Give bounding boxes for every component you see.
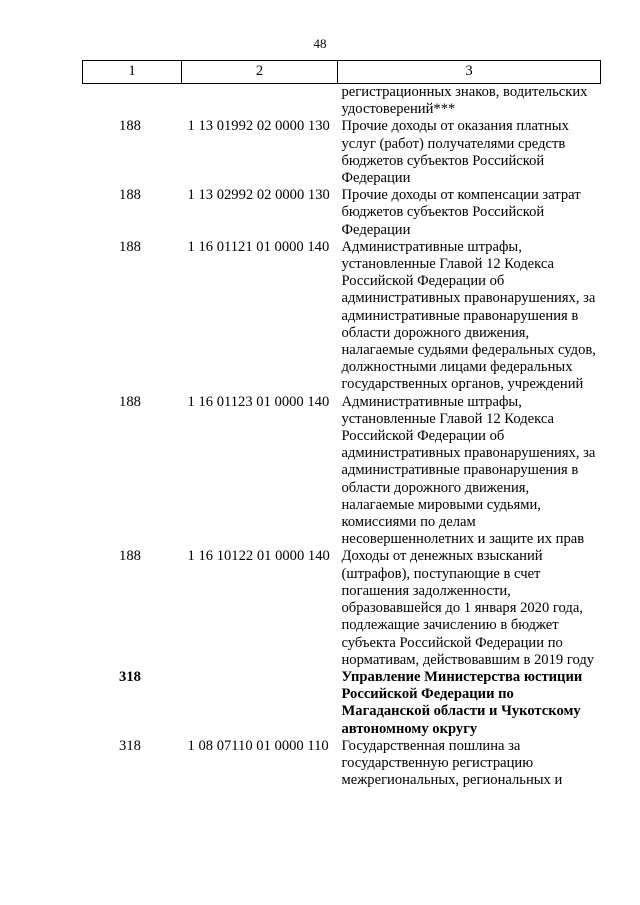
table-row xyxy=(83,239,601,394)
description-cell: Государственная пошлина за государственную регистрацию межрегиональных, региональных и xyxy=(341,737,563,789)
header-col-3: 3 xyxy=(338,61,601,84)
kbk-code-cell: 1 08 07110 01 0000 110 xyxy=(187,737,329,754)
administrator-name-cell: Управление Министерства юстиции Российской Федерации по Магаданской области и Чукотскому автономному округу xyxy=(341,668,583,737)
header-col-2: 2 xyxy=(182,61,338,84)
table-row xyxy=(83,118,601,187)
admin-code-cell: 188 xyxy=(119,548,141,565)
kbk-code-cell: 1 13 02992 02 0000 130 xyxy=(187,187,330,204)
description-cell: Прочие доходы от оказания платных услуг (работ) получателями средств бюджетов субъектов Российской Федерации xyxy=(341,118,569,187)
table-row xyxy=(83,84,601,119)
kbk-code-cell xyxy=(182,84,338,119)
admin-code-cell: 188 xyxy=(119,238,141,255)
description-cell: Доходы от денежных взысканий (штрафов), поступающие в счет погашения задолженности, образовавшейся до 1 января 2020 года, подлежащие зачислению в бюджет субъекта Российской Федерации по нормативам, действовавшим в 2019 году xyxy=(341,548,595,668)
admin-code-cell xyxy=(83,84,182,119)
admin-code-cell: 318 xyxy=(119,737,141,754)
header-col-1: 1 xyxy=(83,61,182,84)
table-section-row xyxy=(83,669,601,738)
kbk-code-cell: 1 16 10122 01 0000 140 xyxy=(187,548,330,565)
table-header-row xyxy=(83,61,601,84)
table-row xyxy=(83,548,601,668)
description-cell: регистрационных знаков, водительских удостоверений*** xyxy=(341,84,588,118)
kbk-code-cell: 1 13 01992 02 0000 130 xyxy=(187,118,330,135)
description-cell: Административные штрафы, установленные Главой 12 Кодекса Российской Федерации об административных правонарушениях, за административные правонарушения в области дорожного движения, налагаемые мировыми судьями, комиссиями по делам несовершеннолетних и защите их прав xyxy=(341,393,596,548)
page-number: 48 xyxy=(313,36,327,51)
admin-code-cell: 188 xyxy=(119,118,141,135)
admin-code-cell: 318 xyxy=(119,668,141,685)
admin-code-cell: 188 xyxy=(119,187,141,204)
admin-code-cell: 188 xyxy=(119,393,141,410)
kbk-code-cell: 1 16 01123 01 0000 140 xyxy=(187,393,330,410)
description-cell: Прочие доходы от компенсации затрат бюджетов субъектов Российской Федерации xyxy=(341,187,581,238)
table-row xyxy=(83,394,601,549)
table-row xyxy=(83,187,601,239)
budget-codes-table xyxy=(82,60,601,789)
kbk-code-cell xyxy=(182,669,338,738)
table-row xyxy=(83,738,601,790)
description-cell: Административные штрафы, установленные Главой 12 Кодекса Российской Федерации об административных правонарушениях, за административные правонарушения в области дорожного движения, налагаемые судьями федеральных судов, должностными лицами федеральных государственных органов, учреждений xyxy=(341,238,596,393)
kbk-code-cell: 1 16 01121 01 0000 140 xyxy=(187,238,330,255)
